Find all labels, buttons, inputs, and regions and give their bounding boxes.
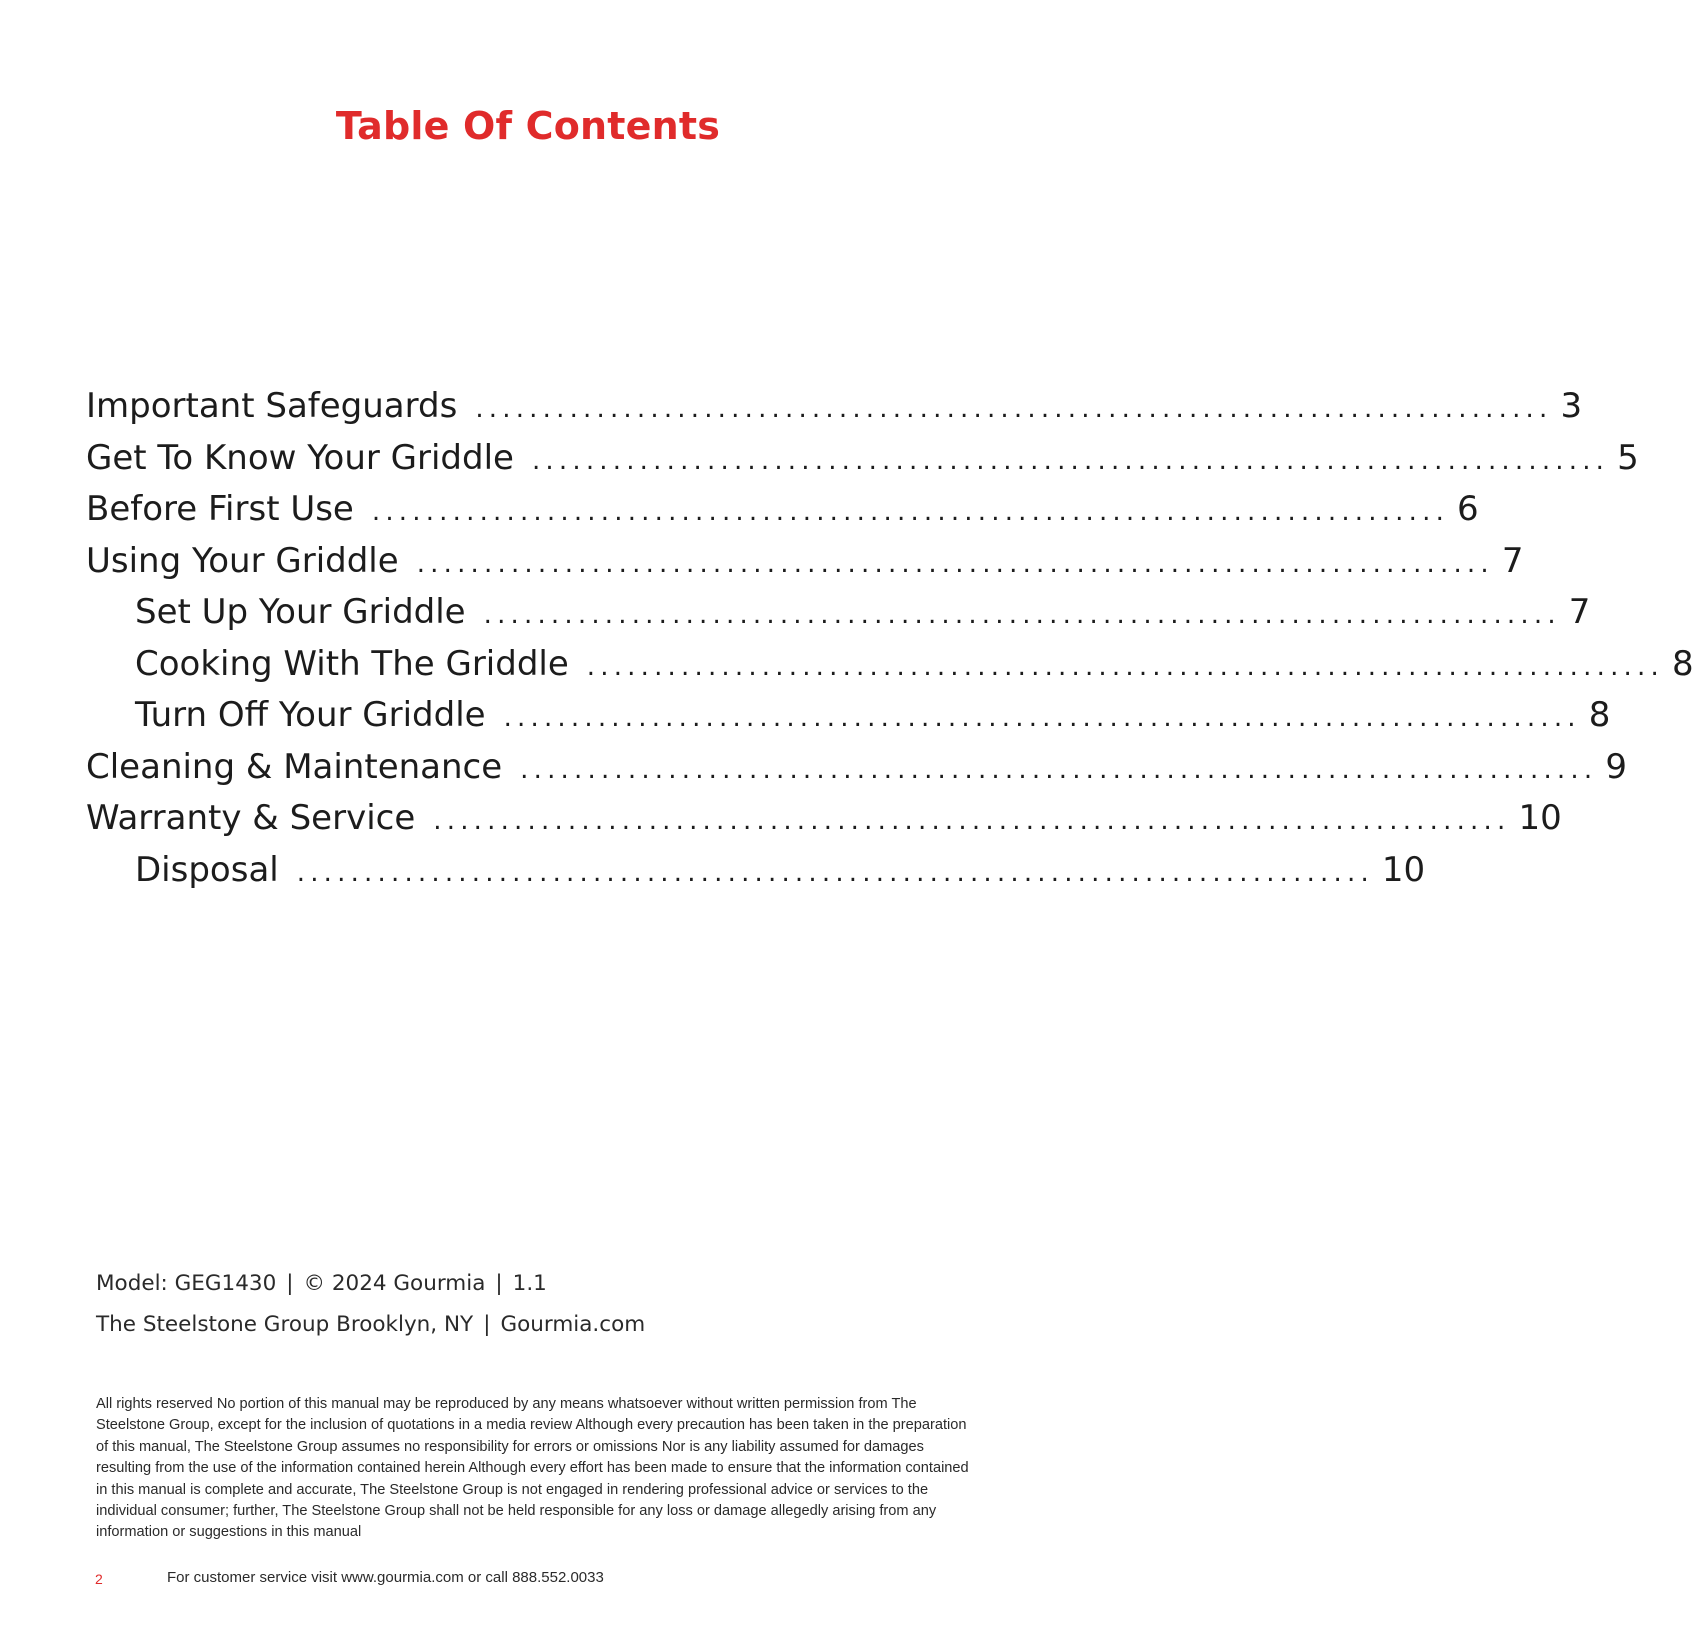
company-name: The Steelstone Group Brooklyn, NY <box>96 1312 474 1337</box>
toc-entry <box>86 540 1524 593</box>
toc-dot-leader: ................................................................................ <box>296 857 1374 888</box>
toc-dot-leader: ................................................................................ <box>503 703 1581 733</box>
legal-notice: All rights reserved No portion of this manual may be reproduced by any means whatsoever without written permission from The Steelstone Group, except for the inclusion of quotations in a media review Although every precaution has been taken in the preparation of this manual, The Steelstone Group assumes no responsibility for errors or omissions Nor is any liability assumed for damages resulting from the use of the information contained herein Although every effort has been made to ensure that the information contained in this manual is complete and accurate, The Steelstone Group is not engaged in rendering professional advice or services to the individual consumer; further, The Steelstone Group shall not be held responsible for any loss or damage allegedly arising from any information or suggestions in this manual <box>96 1396 969 1541</box>
toc-entry <box>86 489 1479 541</box>
toc-entry <box>86 592 1591 644</box>
toc-entry-page: 9 <box>1605 746 1627 787</box>
toc-entry-page: 7 <box>1568 592 1591 632</box>
toc-entry-label: Set Up Your Griddle <box>135 592 466 632</box>
separator: | <box>495 1271 503 1296</box>
toc-entry-label: Get To Know Your Griddle <box>86 437 514 478</box>
customer-service-note: For customer service visit www.gourmia.com or call 888.552.0033 <box>167 1569 604 1586</box>
toc-dot-leader: ................................................................................ <box>531 445 1610 476</box>
toc-entry <box>86 798 1562 850</box>
website: Gourmia.com <box>500 1312 646 1337</box>
toc-entry-page: 3 <box>1560 386 1583 426</box>
toc-entry-label: Using Your Griddle <box>86 540 399 581</box>
model-number: Model: GEG1430 <box>96 1271 277 1296</box>
toc-dot-leader: ................................................................................ <box>483 600 1561 630</box>
page-number: 2 <box>95 1571 103 1587</box>
toc-entry <box>86 849 1426 902</box>
toc-dot-leader: ................................................................................ <box>520 754 1598 785</box>
toc-entry-label: Cleaning & Maintenance <box>86 746 503 787</box>
toc-entry <box>86 746 1627 799</box>
table-of-contents <box>86 386 1694 901</box>
toc-dot-leader: ................................................................................ <box>586 651 1664 682</box>
toc-dot-leader: ................................................................................ <box>416 548 1494 579</box>
toc-entry <box>86 695 1611 747</box>
toc-entry-label: Disposal <box>135 849 279 890</box>
toc-entry-label: Cooking With The Griddle <box>135 643 569 684</box>
version: 1.1 <box>512 1271 547 1296</box>
page-title: Table Of Contents <box>335 104 721 148</box>
toc-entry-label: Turn Off Your Griddle <box>135 695 486 735</box>
toc-entry-page: 10 <box>1381 849 1426 890</box>
toc-dot-leader: ................................................................................ <box>433 806 1511 836</box>
separator: | <box>286 1271 294 1296</box>
toc-entry-page: 7 <box>1501 540 1524 581</box>
toc-entry-label: Important Safeguards <box>86 386 458 426</box>
model-line <box>96 1271 645 1312</box>
toc-entry-page: 10 <box>1518 798 1562 838</box>
product-info <box>96 1271 645 1353</box>
separator: | <box>483 1312 491 1337</box>
toc-entry-page: 5 <box>1617 437 1639 478</box>
toc-dot-leader: ................................................................................ <box>371 497 1450 527</box>
toc-entry-label: Warranty & Service <box>86 798 416 838</box>
toc-entry <box>86 643 1694 696</box>
toc-entry-page: 8 <box>1671 643 1694 684</box>
toc-entry <box>86 386 1583 438</box>
toc-dot-leader: ................................................................................ <box>475 394 1553 424</box>
toc-entry-page: 6 <box>1457 489 1479 529</box>
company-line <box>96 1312 645 1353</box>
toc-entry-label: Before First Use <box>86 489 354 529</box>
toc-entry-page: 8 <box>1588 695 1611 735</box>
copyright: © 2024 Gourmia <box>303 1271 486 1296</box>
toc-entry <box>86 437 1639 490</box>
